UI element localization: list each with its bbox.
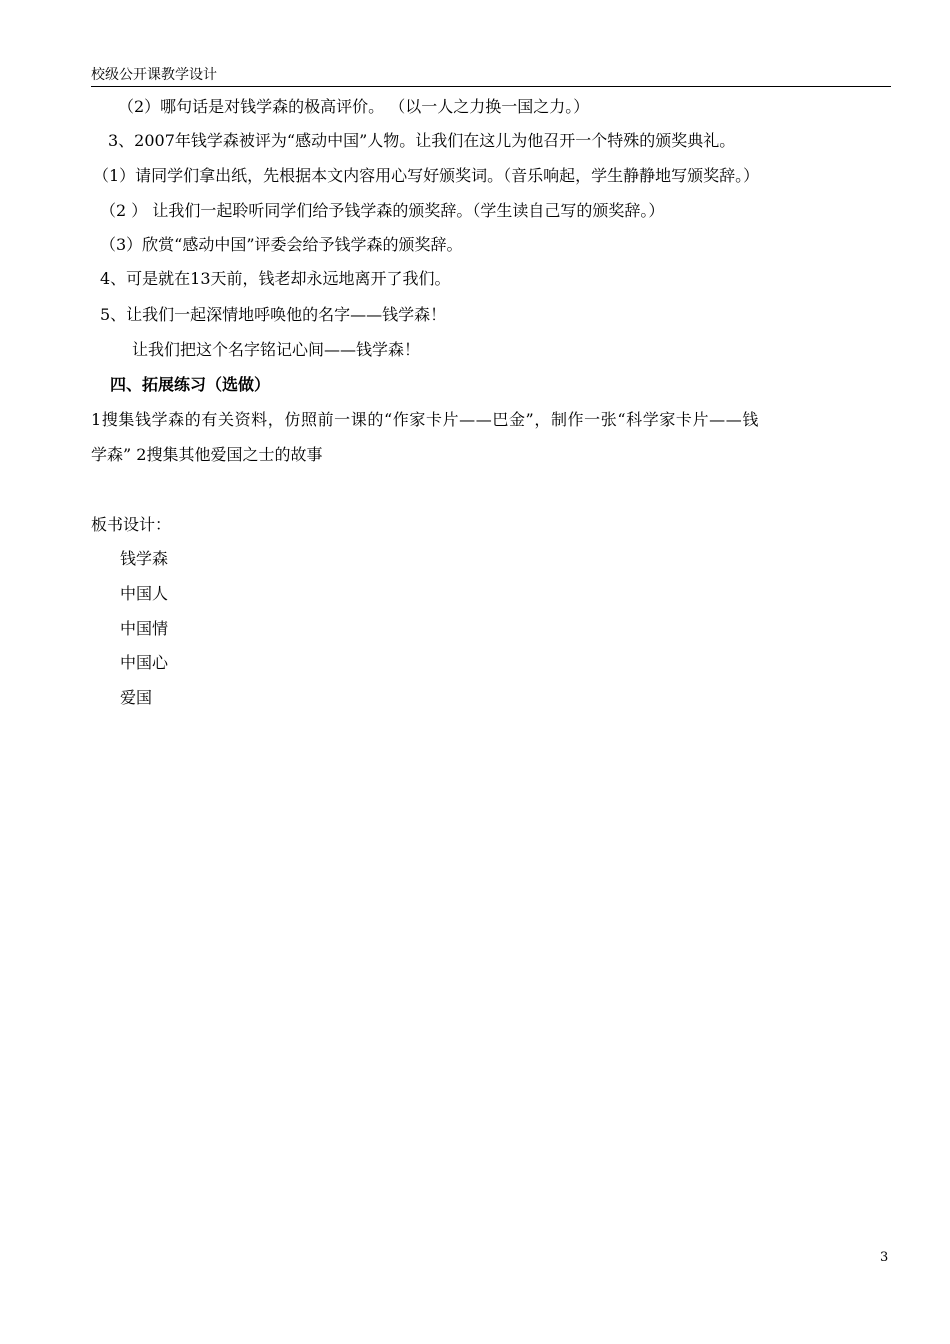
text-line: （3）欣赏“感动中国”评委会给予钱学森的颁奖辞。 xyxy=(100,235,463,254)
text-line: （2 ） 让我们一起聆听同学们给予钱学森的颁奖辞。（学生读自己写的颁奖辞。） xyxy=(100,201,665,220)
text-line: （1）请同学们拿出纸，先根据本文内容用心写好颁奖词。（音乐响起，学生静静地写颁奖辞。） xyxy=(93,166,760,185)
board-item: 爱国 xyxy=(120,688,153,707)
header-title: 校级公开课教学设计 xyxy=(91,67,217,83)
text-line: 学森” 2搜集其他爱国之士的故事 xyxy=(91,445,323,464)
text-line: 1搜集钱学森的有关资料，仿照前一课的“作家卡片——巴金”，制作一张“科学家卡片——钱 xyxy=(91,410,759,429)
text-line: 3、2007年钱学森被评为“感动中国”人物。让我们在这儿为他召开一个特殊的颁奖典礼。 xyxy=(108,131,736,150)
board-design-title: 板书设计： xyxy=(91,515,172,534)
board-item: 中国心 xyxy=(120,653,169,672)
page-number: 3 xyxy=(880,1250,889,1265)
page-header xyxy=(91,64,891,87)
text-line: （2）哪句话是对钱学森的极高评价。 （以一人之力换一国之力。） xyxy=(118,97,590,116)
section-heading: 四、拓展练习（选做） xyxy=(110,375,271,394)
board-item: 钱学森 xyxy=(120,549,169,568)
text-line: 4、可是就在13天前，钱老却永远地离开了我们。 xyxy=(100,269,451,288)
board-item: 中国情 xyxy=(120,619,169,638)
board-item: 中国人 xyxy=(120,584,169,603)
text-line: 5、让我们一起深情地呼唤他的名字——钱学森！ xyxy=(100,305,447,324)
text-line: 让我们把这个名字铭记心间——钱学森！ xyxy=(132,340,421,359)
